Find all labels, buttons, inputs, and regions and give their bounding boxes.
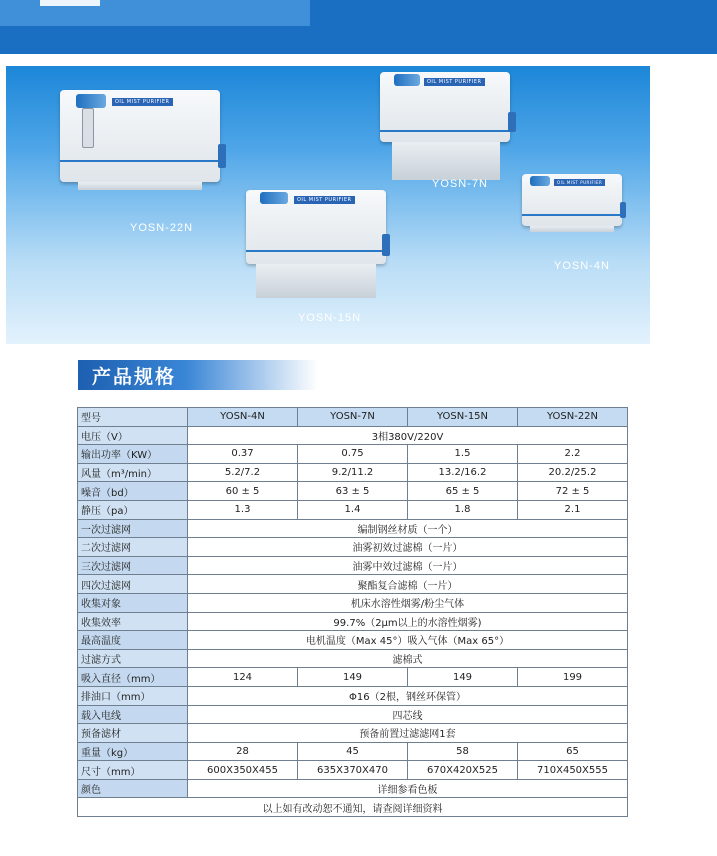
- row-label: 二次过滤网: [78, 538, 188, 557]
- row-value: 65: [518, 742, 628, 761]
- machine-nameplate: OIL MIST PURIFIER: [424, 78, 485, 86]
- row-value: 45: [298, 742, 408, 761]
- table-row: [78, 556, 628, 575]
- table-row: [78, 631, 628, 650]
- row-value: 机床水溶性烟雾/粉尘气体: [188, 593, 628, 612]
- row-value: 编制钢丝材质（一个）: [188, 519, 628, 538]
- row-value: 2.2: [518, 445, 628, 464]
- row-value: 13.2/16.2: [408, 463, 518, 482]
- machine-yosn-4n: [522, 174, 632, 234]
- row-label: 静压（pa）: [78, 500, 188, 519]
- table-row: [78, 761, 628, 780]
- table-row: [78, 519, 628, 538]
- table-row: [78, 742, 628, 761]
- machine-nameplate: OIL MIST PURIFIER: [112, 98, 173, 106]
- table-row: [78, 612, 628, 631]
- row-label: 输出功率（KW）: [78, 445, 188, 464]
- section-title-text: 产品规格: [92, 366, 177, 388]
- table-footer-note: 以上如有改动恕不通知，请查阅详细资料: [78, 798, 628, 817]
- row-value: 149: [298, 668, 408, 687]
- table-row: [78, 463, 628, 482]
- row-label: 噪音（bd）: [78, 482, 188, 501]
- row-value: Φ16（2根，钢丝环保管）: [188, 686, 628, 705]
- table-row: [78, 575, 628, 594]
- spec-table: [77, 407, 628, 817]
- machine-yosn-22n: [60, 90, 230, 190]
- row-label: 收集对象: [78, 593, 188, 612]
- model-label-yosn-22n: YOSN-22N: [130, 222, 194, 234]
- row-value: 聚酯复合滤棉（一片）: [188, 575, 628, 594]
- row-value: 2.1: [518, 500, 628, 519]
- row-value: 99.7%（2μm以上的水溶性烟雾): [188, 612, 628, 631]
- row-value: 72 ± 5: [518, 482, 628, 501]
- model-label-yosn-7n: YOSN-7N: [432, 178, 488, 190]
- header-model: YOSN-22N: [518, 408, 628, 427]
- row-label: 风量（m³/min）: [78, 463, 188, 482]
- row-label: 预备滤材: [78, 724, 188, 743]
- header-label: 型号: [78, 408, 188, 427]
- machine-nameplate: OIL MIST PURIFIER: [294, 196, 355, 204]
- table-row: [78, 482, 628, 501]
- row-value: 详细参看色板: [188, 779, 628, 798]
- row-label: 三次过滤网: [78, 556, 188, 575]
- row-value: 58: [408, 742, 518, 761]
- table-row: [78, 705, 628, 724]
- table-row: [78, 426, 628, 445]
- row-value: 635X370X470: [298, 761, 408, 780]
- row-value: 1.3: [188, 500, 298, 519]
- row-label: 排油口（mm）: [78, 686, 188, 705]
- product-hero-image: [6, 66, 650, 344]
- row-value: 710X450X555: [518, 761, 628, 780]
- machine-nameplate: OIL MIST PURIFIER: [554, 179, 605, 186]
- row-label: 颜色: [78, 779, 188, 798]
- header-model: YOSN-15N: [408, 408, 518, 427]
- row-value: 9.2/11.2: [298, 463, 408, 482]
- row-value: 65 ± 5: [408, 482, 518, 501]
- top-banner: [0, 0, 717, 54]
- row-value: 670X420X525: [408, 761, 518, 780]
- row-value: 124: [188, 668, 298, 687]
- row-value: 0.37: [188, 445, 298, 464]
- row-label: 载入电线: [78, 705, 188, 724]
- row-value: 滤棉式: [188, 649, 628, 668]
- row-value: 3相380V/220V: [188, 426, 628, 445]
- model-label-yosn-15n: YOSN-15N: [298, 312, 362, 324]
- row-value: 1.5: [408, 445, 518, 464]
- table-row: [78, 686, 628, 705]
- row-label: 电压（V）: [78, 426, 188, 445]
- row-label: 重量（kg）: [78, 742, 188, 761]
- row-value: 60 ± 5: [188, 482, 298, 501]
- row-label: 收集效率: [78, 612, 188, 631]
- row-label: 尺寸（mm）: [78, 761, 188, 780]
- machine-yosn-7n: [380, 72, 520, 182]
- table-row: [78, 593, 628, 612]
- table-row: [78, 649, 628, 668]
- table-row: [78, 668, 628, 687]
- row-value: 20.2/25.2: [518, 463, 628, 482]
- table-header-row: [78, 408, 628, 427]
- row-label: 四次过滤网: [78, 575, 188, 594]
- row-value: 油雾中效过滤棉（一片）: [188, 556, 628, 575]
- header-model: YOSN-7N: [298, 408, 408, 427]
- banner-highlight: [0, 0, 310, 26]
- row-value: 28: [188, 742, 298, 761]
- machine-yosn-15n: [246, 190, 396, 300]
- table-footer-row: [78, 798, 628, 817]
- table-row: [78, 724, 628, 743]
- section-title: [78, 360, 318, 390]
- table-row: [78, 779, 628, 798]
- row-label: 吸入直径（mm）: [78, 668, 188, 687]
- row-value: 149: [408, 668, 518, 687]
- table-row: [78, 538, 628, 557]
- row-value: 5.2/7.2: [188, 463, 298, 482]
- model-label-yosn-4n: YOSN-4N: [554, 260, 610, 272]
- row-value: 0.75: [298, 445, 408, 464]
- row-value: 1.8: [408, 500, 518, 519]
- row-value: 199: [518, 668, 628, 687]
- row-label: 最高温度: [78, 631, 188, 650]
- row-value: 63 ± 5: [298, 482, 408, 501]
- header-model: YOSN-4N: [188, 408, 298, 427]
- row-label: 一次过滤网: [78, 519, 188, 538]
- table-row: [78, 500, 628, 519]
- row-value: 油雾初效过滤棉（一片）: [188, 538, 628, 557]
- row-value: 1.4: [298, 500, 408, 519]
- row-value: 电机温度（Max 45°）吸入气体（Max 65°）: [188, 631, 628, 650]
- row-value: 600X350X455: [188, 761, 298, 780]
- row-value: 预备前置过滤滤网1套: [188, 724, 628, 743]
- table-row: [78, 445, 628, 464]
- row-label: 过滤方式: [78, 649, 188, 668]
- row-value: 四芯线: [188, 705, 628, 724]
